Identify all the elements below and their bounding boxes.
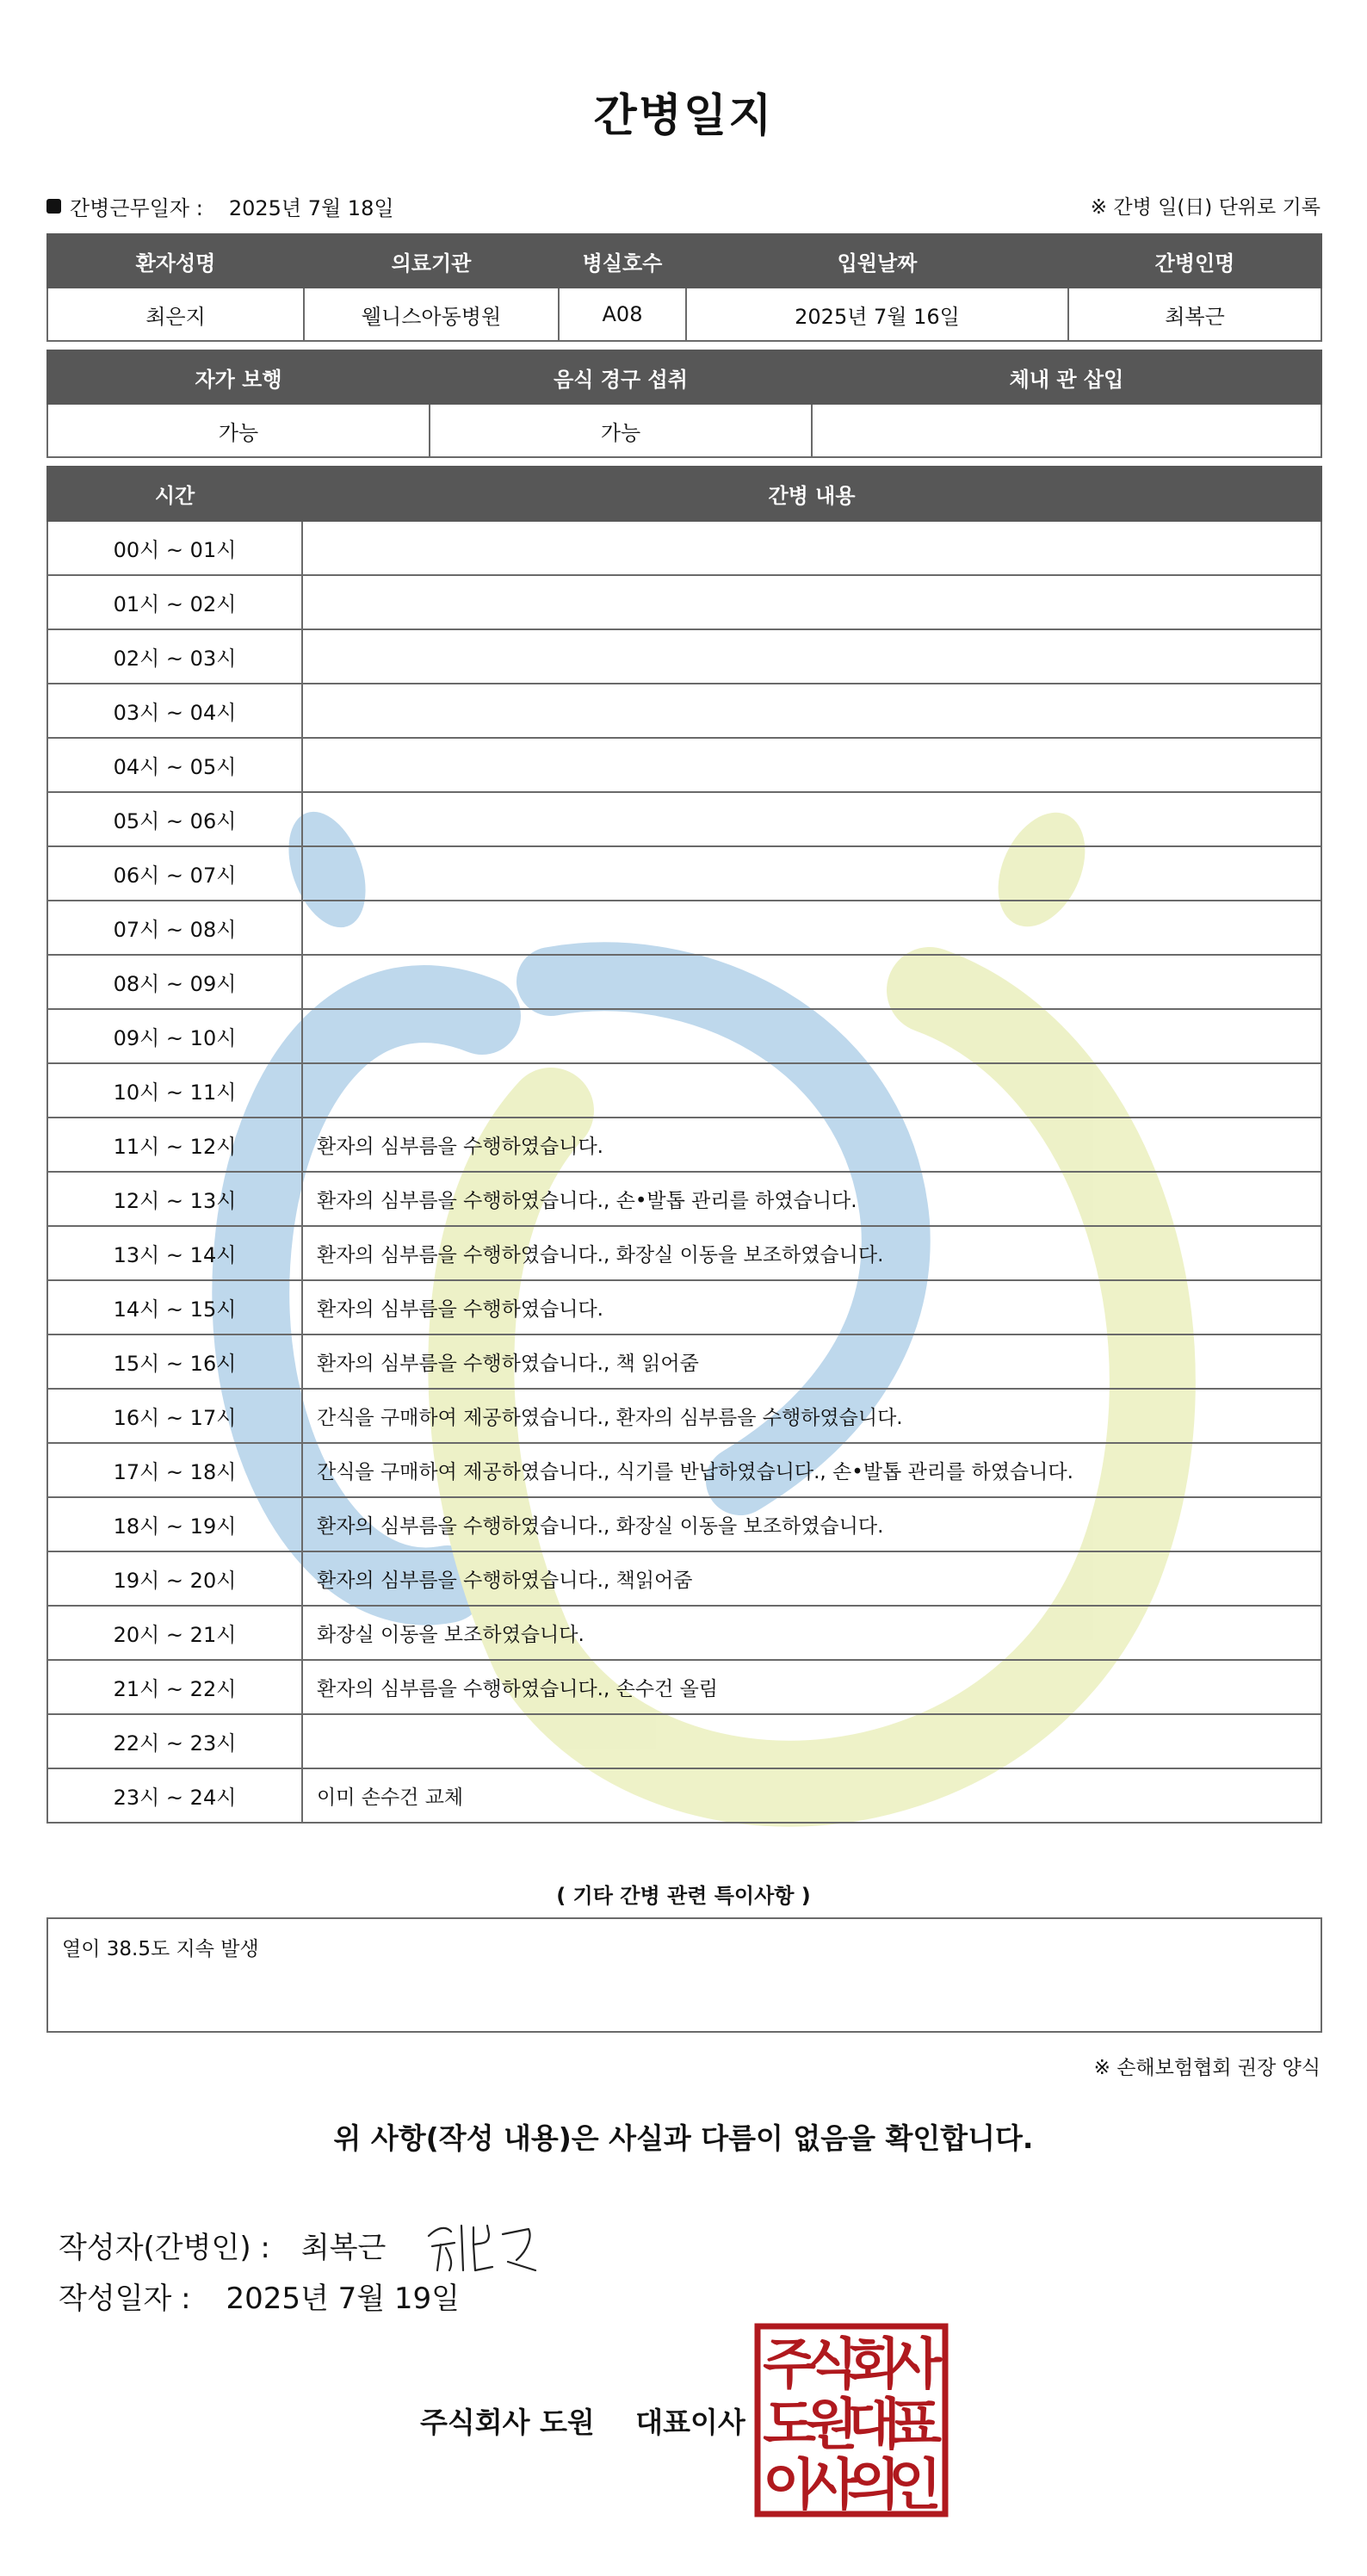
header-care-content: 간병 내용 — [302, 467, 1321, 521]
row-content: 환자의 심부름을 수행하였습니다. — [302, 1280, 1321, 1334]
page-title: 간병일지 — [593, 90, 774, 142]
care-log-table — [46, 466, 1322, 1824]
work-date-value: 2025년 7월 18일 — [228, 196, 394, 220]
table-row — [47, 575, 1321, 629]
header-self-walking: 자가 보행 — [47, 350, 430, 404]
row-content — [302, 1714, 1321, 1768]
svg-text:원: 원 — [805, 2393, 858, 2457]
special-notes-box: 열이 38.5도 지속 발생 — [46, 1917, 1322, 2033]
written-date-value: 2025년 7월 19일 — [226, 2282, 461, 2316]
patient-info-table — [46, 233, 1322, 342]
company-seal-stamp — [754, 2323, 949, 2517]
work-date-label: 간병근무일자 : — [70, 196, 203, 220]
caregiver-name: 최복근 — [1068, 288, 1321, 341]
table-row — [47, 1714, 1321, 1768]
row-time: 01시 ~ 02시 — [47, 575, 302, 629]
row-content — [302, 684, 1321, 738]
table-row — [47, 1497, 1321, 1551]
row-time: 19시 ~ 20시 — [47, 1551, 302, 1606]
svg-text:인: 인 — [888, 2454, 942, 2517]
row-time: 13시 ~ 14시 — [47, 1226, 302, 1280]
row-time: 10시 ~ 11시 — [47, 1063, 302, 1118]
row-content: 간식을 구매하여 제공하였습니다., 환자의 심부름을 수행하였습니다. — [302, 1389, 1321, 1443]
row-content — [302, 1009, 1321, 1063]
svg-text:사: 사 — [805, 2454, 858, 2517]
row-time: 09시 ~ 10시 — [47, 1009, 302, 1063]
table-row — [47, 1606, 1321, 1660]
admission-date: 2025년 7월 16일 — [686, 288, 1068, 341]
hospital-name: 웰니스아동병원 — [304, 288, 559, 341]
header-time: 시간 — [47, 467, 302, 521]
row-content: 환자의 심부름을 수행하였습니다., 화장실 이동을 보조하였습니다. — [302, 1497, 1321, 1551]
row-time: 03시 ~ 04시 — [47, 684, 302, 738]
row-time: 14시 ~ 15시 — [47, 1280, 302, 1334]
row-time: 11시 ~ 12시 — [47, 1118, 302, 1172]
header-hospital: 의료기관 — [304, 234, 559, 288]
row-content: 환자의 심부름을 수행하였습니다. — [302, 1118, 1321, 1172]
row-content: 환자의 심부름을 수행하였습니다., 손•발톱 관리를 하였습니다. — [302, 1172, 1321, 1226]
special-notes-title: ( 기타 간병 관련 특이사항 ) — [556, 1884, 811, 1908]
company-name: 주식회사 도원 — [420, 2406, 595, 2439]
writer-row — [59, 2210, 549, 2279]
svg-text:의: 의 — [847, 2454, 900, 2517]
header-caregiver-name: 간병인명 — [1068, 234, 1321, 288]
row-content — [302, 901, 1321, 955]
row-time: 23시 ~ 24시 — [47, 1768, 302, 1823]
row-time: 18시 ~ 19시 — [47, 1497, 302, 1551]
table-row — [47, 1443, 1321, 1497]
svg-text:대: 대 — [847, 2393, 900, 2457]
row-content — [302, 1063, 1321, 1118]
patient-ability-table — [46, 350, 1322, 458]
table-row — [47, 1280, 1321, 1334]
table-row — [47, 1226, 1321, 1280]
row-time: 20시 ~ 21시 — [47, 1606, 302, 1660]
table-row — [47, 1551, 1321, 1606]
svg-text:도: 도 — [763, 2393, 816, 2457]
table-row — [47, 846, 1321, 901]
row-content — [302, 955, 1321, 1009]
row-time: 22시 ~ 23시 — [47, 1714, 302, 1768]
header-tube-insertion: 체내 관 삽입 — [812, 350, 1321, 404]
row-time: 15시 ~ 16시 — [47, 1334, 302, 1389]
oral-intake-value: 가능 — [430, 404, 812, 457]
row-content: 환자의 심부름을 수행하였습니다., 책 읽어줌 — [302, 1334, 1321, 1389]
table-row — [47, 684, 1321, 738]
header-admission-date: 입원날짜 — [686, 234, 1068, 288]
self-walking-value: 가능 — [47, 404, 430, 457]
row-content: 환자의 심부름을 수행하였습니다., 책읽어줌 — [302, 1551, 1321, 1606]
table-row — [47, 1334, 1321, 1389]
row-time: 21시 ~ 22시 — [47, 1660, 302, 1714]
row-content: 화장실 이동을 보조하였습니다. — [302, 1606, 1321, 1660]
table-row — [47, 1768, 1321, 1823]
row-content: 환자의 심부름을 수행하였습니다., 손수건 올림 — [302, 1660, 1321, 1714]
table-row — [47, 629, 1321, 684]
svg-text:이: 이 — [763, 2454, 816, 2517]
row-time: 06시 ~ 07시 — [47, 846, 302, 901]
tube-insertion-value — [812, 404, 1321, 457]
written-date-label: 작성일자 : — [59, 2282, 191, 2316]
square-bullet-icon — [46, 199, 61, 214]
written-date-row — [59, 2275, 460, 2317]
company-representative: 대표이사 — [635, 2406, 745, 2439]
room-number: A08 — [559, 288, 686, 341]
row-content — [302, 738, 1321, 792]
svg-text:회: 회 — [847, 2333, 900, 2397]
row-time: 00시 ~ 01시 — [47, 521, 302, 575]
svg-text:주: 주 — [763, 2333, 816, 2397]
header-room: 병실호수 — [559, 234, 686, 288]
handwritten-signature — [420, 2210, 549, 2279]
row-time: 17시 ~ 18시 — [47, 1443, 302, 1497]
table-row — [47, 521, 1321, 575]
table-row — [47, 792, 1321, 846]
svg-text:사: 사 — [888, 2333, 942, 2397]
work-date — [46, 191, 394, 221]
row-time: 16시 ~ 17시 — [47, 1389, 302, 1443]
row-time: 04시 ~ 05시 — [47, 738, 302, 792]
row-content — [302, 792, 1321, 846]
table-row — [47, 1389, 1321, 1443]
patient-name: 최은지 — [47, 288, 304, 341]
work-date-row — [46, 191, 1321, 222]
row-content — [302, 521, 1321, 575]
confirmation-statement: 위 사항(작성 내용)은 사실과 다름이 없음을 확인합니다. — [333, 2121, 1034, 2155]
row-content: 이미 손수건 교체 — [302, 1768, 1321, 1823]
row-content: 간식을 구매하여 제공하였습니다., 식기를 반납하였습니다., 손•발톱 관리를 하였습니다. — [302, 1443, 1321, 1497]
company-line — [420, 2400, 745, 2441]
table-row — [47, 1172, 1321, 1226]
table-row — [47, 1063, 1321, 1118]
row-content: 환자의 심부름을 수행하였습니다., 화장실 이동을 보조하였습니다. — [302, 1226, 1321, 1280]
record-unit-note: ※ 간병 일(日) 단위로 기록 — [1090, 196, 1321, 219]
table-row — [47, 1118, 1321, 1172]
table-row — [47, 1009, 1321, 1063]
writer-label: 작성자(간병인) : — [59, 2230, 270, 2265]
header-patient-name: 환자성명 — [47, 234, 304, 288]
writer-name: 최복근 — [300, 2230, 387, 2265]
row-content — [302, 629, 1321, 684]
recommend-note: ※ 손해보험협회 권장 양식 — [1093, 2057, 1321, 2079]
table-row — [47, 901, 1321, 955]
row-content — [302, 846, 1321, 901]
svg-text:식: 식 — [805, 2333, 858, 2397]
row-time: 05시 ~ 06시 — [47, 792, 302, 846]
row-time: 07시 ~ 08시 — [47, 901, 302, 955]
row-time: 08시 ~ 09시 — [47, 955, 302, 1009]
row-content — [302, 575, 1321, 629]
svg-text:표: 표 — [888, 2393, 942, 2457]
table-row — [47, 738, 1321, 792]
table-row — [47, 1660, 1321, 1714]
table-row — [47, 955, 1321, 1009]
row-time: 12시 ~ 13시 — [47, 1172, 302, 1226]
row-time: 02시 ~ 03시 — [47, 629, 302, 684]
header-oral-intake: 음식 경구 섭취 — [430, 350, 812, 404]
